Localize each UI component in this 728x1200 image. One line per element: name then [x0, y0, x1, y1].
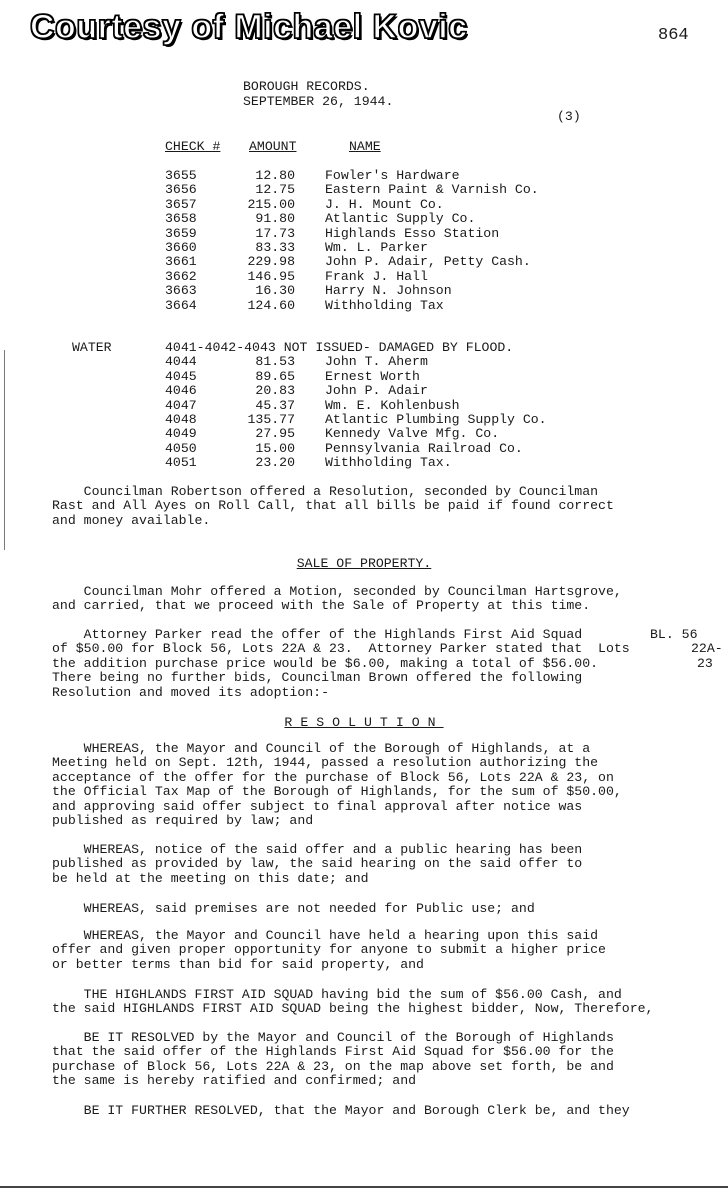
column-header-name: NAME — [349, 139, 381, 154]
check-number: 3659 — [165, 225, 197, 241]
check-number: 3660 — [165, 240, 197, 255]
check-number: 3664 — [165, 297, 197, 313]
check-amount: 229.98 — [247, 254, 295, 270]
check-amount: 135.77 — [247, 412, 295, 427]
check-number: 4044 — [165, 354, 197, 370]
resolution-title-text: RESOLUTION — [284, 715, 444, 730]
check-amount: 45.37 — [255, 397, 295, 413]
payee-name: Withholding Tax. — [325, 455, 452, 471]
payee-name: Atlantic Supply Co. — [325, 211, 476, 227]
check-number: 3658 — [165, 211, 197, 227]
margin-note-block: BL. 56 — [650, 627, 698, 642]
check-amount: 20.83 — [255, 383, 295, 399]
payee-name: Withholding Tax — [325, 297, 444, 313]
section-heading-sale — [0, 556, 728, 571]
check-amount: 124.60 — [247, 297, 295, 313]
column-header-check: CHECK # — [165, 139, 221, 154]
paragraph-resolved-2: BE IT FURTHER RESOLVED, that the Mayor and Borough Clerk be, and they — [52, 1103, 630, 1118]
check-amount: 23.20 — [255, 455, 295, 471]
document-header — [243, 79, 393, 109]
payee-name: Eastern Paint & Varnish Co. — [325, 182, 539, 198]
check-amount: 12.75 — [255, 182, 295, 198]
courtesy-watermark: Courtesy of Michael Kovic — [30, 8, 468, 46]
payee-name: John P. Adair, Petty Cash. — [325, 254, 531, 270]
check-number: 4050 — [165, 440, 197, 456]
payee-name: John T. Aherm — [325, 354, 428, 370]
check-number: 3663 — [165, 283, 197, 299]
paragraph-whereas-2: WHEREAS, notice of the said offer and a public hearing has been published as provided by law, the said hearing on the said offer to be held at the meeting on this date; and — [52, 842, 583, 886]
check-amount: 81.53 — [255, 354, 295, 370]
check-amount: 146.95 — [247, 268, 295, 284]
payee-name: Wm. L. Parker — [325, 240, 428, 255]
check-amount: 83.33 — [255, 240, 295, 255]
payee-name: Fowler's Hardware — [325, 168, 460, 183]
check-amount: 91.80 — [255, 211, 295, 227]
payee-name: Frank J. Hall — [325, 268, 428, 284]
paragraph-resolved-1: BE IT RESOLVED by the Mayor and Council of the Borough of Highlands that the said offer of the Highlands First Aid Squad for $56.00 for the purchase of Block 56, Lots 22A & 23, on the map above set forth, be and the same is hereby ratified and confirmed; and — [52, 1030, 614, 1089]
check-amount: 16.30 — [255, 283, 295, 299]
payee-name: Harry N. Johnson — [325, 283, 452, 299]
payee-name: Highlands Esso Station — [325, 225, 500, 241]
scan-edge-line — [4, 350, 5, 550]
paragraph-whereas-5: THE HIGHLANDS FIRST AID SQUAD having bid the sum of $56.00 Cash, and the said HIGHLANDS FIRST AID SQUAD being the highest bidder, Now, Therefore, — [52, 987, 654, 1017]
check-amount: 12.80 — [255, 168, 295, 183]
paragraph-sale-motion: Councilman Mohr offered a Motion, seconded by Councilman Hartsgrove, and carried, that we proceed with the Sale of Property at this time. — [52, 584, 622, 614]
margin-note-lot-23: 23 — [697, 655, 713, 671]
paragraph-whereas-3: WHEREAS, said premises are not needed for Public use; and — [52, 901, 535, 916]
check-number: 3657 — [165, 196, 197, 212]
payee-name: Atlantic Plumbing Supply Co. — [325, 412, 547, 427]
check-number: 4046 — [165, 383, 197, 399]
header-title: BOROUGH RECORDS. — [243, 79, 370, 94]
check-number: 3655 — [165, 168, 197, 183]
page-number: 864 — [658, 26, 689, 45]
page-bottom-edge — [0, 1186, 728, 1188]
paragraph-attorney-offer: Attorney Parker read the offer of the Highlands First Aid Squad of $50.00 for Block 56, Lots 22A & 23. Attorney Parker stated that Lots the addition purchase price would be $6.00, making a total of $56.00. There being no further bids, Councilman Brown offered the following Resolution and moved its adoption:- — [52, 627, 630, 700]
check-amount: 215.00 — [247, 196, 295, 212]
payee-name: Kennedy Valve Mfg. Co. — [325, 426, 500, 442]
check-number: 4049 — [165, 426, 197, 442]
water-note: 4041-4042-4043 NOT ISSUED- DAMAGED BY FLOOD. — [165, 340, 514, 355]
payee-name: John P. Adair — [325, 383, 428, 399]
payee-name: J. H. Mount Co. — [325, 196, 444, 212]
check-amount: 17.73 — [255, 225, 295, 241]
resolution-title — [0, 715, 728, 730]
header-date: SEPTEMBER 26, 1944. — [243, 94, 394, 109]
page-marker: (3) — [557, 109, 581, 124]
column-header-amount: AMOUNT — [249, 139, 297, 154]
payee-name: Pennsylvania Railroad Co. — [325, 440, 523, 456]
check-amount: 89.65 — [255, 368, 295, 384]
paragraph-bills-resolution: Councilman Robertson offered a Resolution, seconded by Councilman Rast and All Ayes on Roll Call, that all bills be paid if found correct and money available. — [52, 484, 614, 528]
check-amount: 27.95 — [255, 426, 295, 442]
water-label: WATER — [72, 340, 112, 355]
paragraph-whereas-4: WHEREAS, the Mayor and Council have held a hearing upon this said offer and given proper opportunity for anyone to submit a higher price or better terms than bid for said property, and — [52, 928, 606, 972]
check-number: 3662 — [165, 268, 197, 284]
payee-name: Ernest Worth — [325, 368, 420, 384]
margin-note-lot: 22A- — [691, 641, 723, 657]
check-number: 4048 — [165, 412, 197, 427]
check-number: 4045 — [165, 368, 197, 384]
check-number: 4047 — [165, 397, 197, 413]
check-number: 3656 — [165, 182, 197, 198]
check-amount: 15.00 — [255, 440, 295, 456]
payee-name: Wm. E. Kohlenbush — [325, 397, 460, 413]
sale-heading-text: SALE OF PROPERTY. — [296, 556, 432, 571]
paragraph-whereas-1: WHEREAS, the Mayor and Council of the Borough of Highlands, at a Meeting held on Sept. 12th, 1944, passed a resolution authorizing the acceptance of the offer for the purchase of Block 56, Lots 22A & 23, on the Official Tax Map of the Borough of Highlands, for the sum of $50.00, and approving said offer subject to final approval after notice was published as required by law; and — [52, 741, 622, 829]
check-number: 3661 — [165, 254, 197, 270]
check-number: 4051 — [165, 455, 197, 471]
